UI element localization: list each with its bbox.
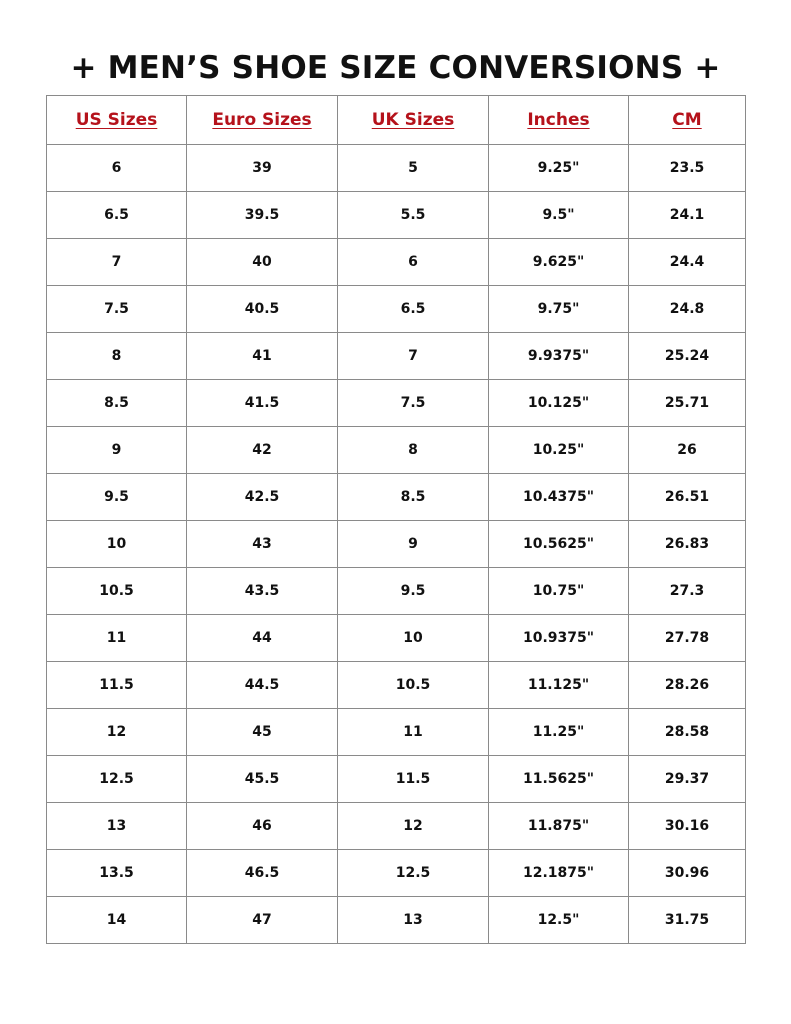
- us-size-cell: 7: [47, 239, 187, 286]
- cm-cell: 31.75: [629, 897, 746, 944]
- cm-cell: 24.4: [629, 239, 746, 286]
- cm-cell: 25.71: [629, 380, 746, 427]
- us-size-cell: 8: [47, 333, 187, 380]
- table-row: [47, 662, 746, 709]
- inches-cell: 9.5": [489, 192, 629, 239]
- us-size-cell: 12: [47, 709, 187, 756]
- table-row: [47, 474, 746, 521]
- uk-size-cell: 12.5: [338, 850, 489, 897]
- table-row: [47, 803, 746, 850]
- euro-size-cell: 44: [187, 615, 338, 662]
- uk-size-cell: 6: [338, 239, 489, 286]
- us-size-cell: 11: [47, 615, 187, 662]
- cm-cell: 29.37: [629, 756, 746, 803]
- inches-cell: 10.75": [489, 568, 629, 615]
- table-header: [47, 96, 746, 145]
- cm-cell: 28.26: [629, 662, 746, 709]
- euro-size-cell: 43.5: [187, 568, 338, 615]
- cm-cell: 26.83: [629, 521, 746, 568]
- table-row: [47, 521, 746, 568]
- inches-cell: 9.9375": [489, 333, 629, 380]
- table-body: [47, 145, 746, 944]
- table-row: [47, 333, 746, 380]
- size-conversion-table: [46, 95, 746, 944]
- euro-size-cell: 41: [187, 333, 338, 380]
- cm-cell: 30.96: [629, 850, 746, 897]
- inches-cell: 10.4375": [489, 474, 629, 521]
- inches-cell: 10.9375": [489, 615, 629, 662]
- cm-cell: 25.24: [629, 333, 746, 380]
- us-size-cell: 8.5: [47, 380, 187, 427]
- table-row: [47, 756, 746, 803]
- us-size-cell: 7.5: [47, 286, 187, 333]
- inches-cell: 11.5625": [489, 756, 629, 803]
- cm-cell: 26.51: [629, 474, 746, 521]
- table-row: [47, 427, 746, 474]
- us-size-cell: 10: [47, 521, 187, 568]
- euro-size-cell: 46.5: [187, 850, 338, 897]
- cm-cell: 24.1: [629, 192, 746, 239]
- us-size-cell: 13.5: [47, 850, 187, 897]
- uk-size-cell: 13: [338, 897, 489, 944]
- euro-size-cell: 45.5: [187, 756, 338, 803]
- column-header-us-sizes: US Sizes: [47, 96, 187, 145]
- inches-cell: 10.5625": [489, 521, 629, 568]
- inches-cell: 12.5": [489, 897, 629, 944]
- table-row: [47, 239, 746, 286]
- column-header-uk-sizes: UK Sizes: [338, 96, 489, 145]
- euro-size-cell: 40.5: [187, 286, 338, 333]
- euro-size-cell: 45: [187, 709, 338, 756]
- euro-size-cell: 41.5: [187, 380, 338, 427]
- uk-size-cell: 10.5: [338, 662, 489, 709]
- uk-size-cell: 9.5: [338, 568, 489, 615]
- cm-cell: 26: [629, 427, 746, 474]
- uk-size-cell: 11.5: [338, 756, 489, 803]
- inches-cell: 10.25": [489, 427, 629, 474]
- table-row: [47, 380, 746, 427]
- uk-size-cell: 8: [338, 427, 489, 474]
- uk-size-cell: 11: [338, 709, 489, 756]
- us-size-cell: 6: [47, 145, 187, 192]
- uk-size-cell: 5: [338, 145, 489, 192]
- us-size-cell: 12.5: [47, 756, 187, 803]
- us-size-cell: 9.5: [47, 474, 187, 521]
- page-title: + MEN’S SHOE SIZE CONVERSIONS +: [70, 50, 721, 86]
- column-header-inches: Inches: [489, 96, 629, 145]
- euro-size-cell: 42.5: [187, 474, 338, 521]
- euro-size-cell: 47: [187, 897, 338, 944]
- table-row: [47, 145, 746, 192]
- us-size-cell: 11.5: [47, 662, 187, 709]
- inches-cell: 11.125": [489, 662, 629, 709]
- uk-size-cell: 6.5: [338, 286, 489, 333]
- table-row: [47, 615, 746, 662]
- inches-cell: 10.125": [489, 380, 629, 427]
- cm-cell: 24.8: [629, 286, 746, 333]
- euro-size-cell: 40: [187, 239, 338, 286]
- us-size-cell: 13: [47, 803, 187, 850]
- euro-size-cell: 42: [187, 427, 338, 474]
- cm-cell: 27.3: [629, 568, 746, 615]
- column-header-cm: CM: [629, 96, 746, 145]
- euro-size-cell: 44.5: [187, 662, 338, 709]
- table-row: [47, 897, 746, 944]
- inches-cell: 9.75": [489, 286, 629, 333]
- uk-size-cell: 5.5: [338, 192, 489, 239]
- header-row: [47, 96, 746, 145]
- inches-cell: 9.625": [489, 239, 629, 286]
- uk-size-cell: 12: [338, 803, 489, 850]
- inches-cell: 11.25": [489, 709, 629, 756]
- cm-cell: 27.78: [629, 615, 746, 662]
- uk-size-cell: 8.5: [338, 474, 489, 521]
- euro-size-cell: 39.5: [187, 192, 338, 239]
- table-row: [47, 709, 746, 756]
- table-row: [47, 286, 746, 333]
- cm-cell: 23.5: [629, 145, 746, 192]
- table-row: [47, 192, 746, 239]
- us-size-cell: 6.5: [47, 192, 187, 239]
- uk-size-cell: 9: [338, 521, 489, 568]
- us-size-cell: 14: [47, 897, 187, 944]
- inches-cell: 12.1875": [489, 850, 629, 897]
- euro-size-cell: 43: [187, 521, 338, 568]
- cm-cell: 30.16: [629, 803, 746, 850]
- uk-size-cell: 7.5: [338, 380, 489, 427]
- us-size-cell: 9: [47, 427, 187, 474]
- table-row: [47, 568, 746, 615]
- inches-cell: 9.25": [489, 145, 629, 192]
- euro-size-cell: 46: [187, 803, 338, 850]
- inches-cell: 11.875": [489, 803, 629, 850]
- column-header-euro-sizes: Euro Sizes: [187, 96, 338, 145]
- cm-cell: 28.58: [629, 709, 746, 756]
- uk-size-cell: 10: [338, 615, 489, 662]
- us-size-cell: 10.5: [47, 568, 187, 615]
- euro-size-cell: 39: [187, 145, 338, 192]
- uk-size-cell: 7: [338, 333, 489, 380]
- table-row: [47, 850, 746, 897]
